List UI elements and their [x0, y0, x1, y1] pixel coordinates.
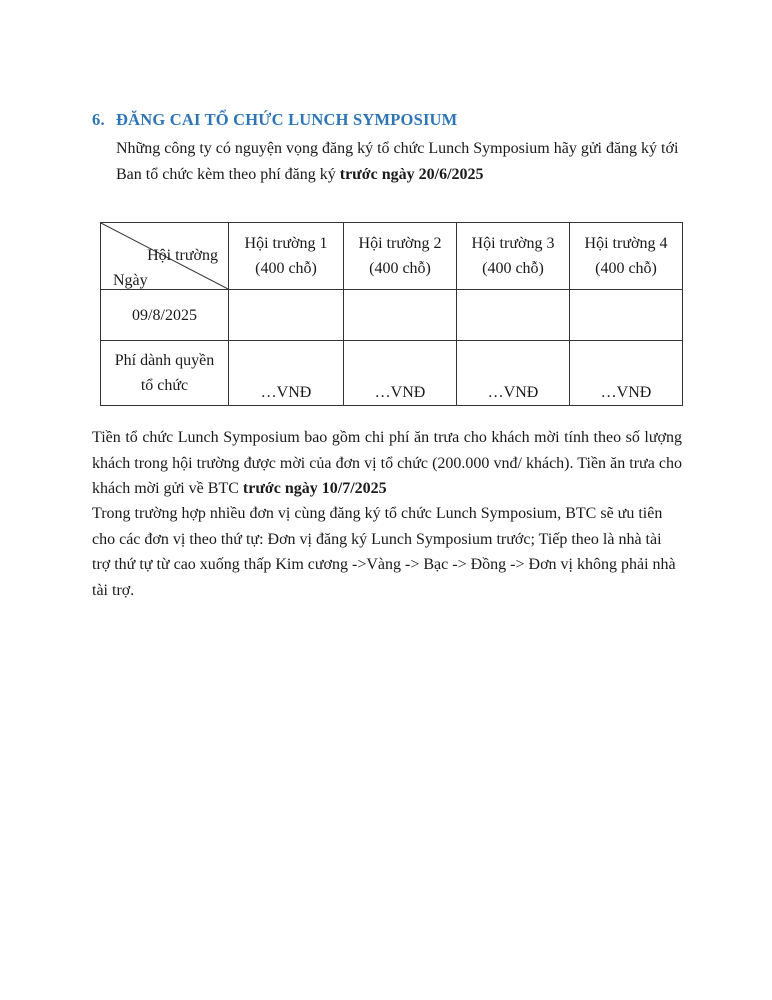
- corner-header-bottom: Ngày: [113, 272, 148, 289]
- hall-header-cell: [457, 223, 570, 290]
- section-title: ĐĂNG CAI TỔ CHỨC LUNCH SYMPOSIUM: [116, 110, 458, 129]
- empty-cell: [344, 290, 457, 341]
- hall-capacity: (400 chỗ): [369, 260, 431, 277]
- intro-text: Những công ty có nguyện vọng đăng ký tổ chức Lunch Symposium hãy gửi đăng ký tới Ban tổ chức kèm theo phí đăng ký: [116, 140, 679, 183]
- section-heading: [92, 110, 457, 130]
- corner-header-top: Hội trường: [147, 247, 218, 264]
- fee-cell: [457, 341, 570, 406]
- fee-value: …VNĐ: [260, 384, 312, 401]
- hall-capacity: (400 chỗ): [255, 260, 317, 277]
- fee-cell: [344, 341, 457, 406]
- fee-value: …VNĐ: [487, 384, 539, 401]
- lunch-cost-text: Tiền tổ chức Lunch Symposium bao gồm chi phí ăn trưa cho khách mời tính theo số lượng khách trong hội trường được mời của đơn vị tổ chức (200.000 vnđ/ khách). Tiền ăn trưa cho khách mời gửi về BTC: [92, 429, 682, 497]
- empty-cell: [457, 290, 570, 341]
- lunch-cost-paragraph: [92, 425, 682, 502]
- fee-value: …VNĐ: [374, 384, 426, 401]
- section-number: 6.: [92, 110, 105, 129]
- table-date-row: [101, 290, 683, 341]
- hall-capacity: (400 chỗ): [595, 260, 657, 277]
- fee-cell: [570, 341, 683, 406]
- fee-cell: [229, 341, 344, 406]
- hall-header-cell: [570, 223, 683, 290]
- fee-label-cell: [101, 341, 229, 406]
- intro-paragraph: [116, 136, 686, 188]
- table-fee-row: [101, 341, 683, 406]
- hall-name: Hội trường 4: [584, 235, 668, 252]
- hall-header-cell: [344, 223, 457, 290]
- hall-name: Hội trường 3: [471, 235, 555, 252]
- intro-deadline: trước ngày 20/6/2025: [339, 166, 484, 183]
- registration-table: [100, 222, 683, 406]
- priority-text: Trong trường hợp nhiều đơn vị cùng đăng ký tổ chức Lunch Symposium, BTC sẽ ưu tiên cho các đơn vị theo thứ tự: Đơn vị đăng ký Lunch Symposium trước; Tiếp theo là nhà tài trợ thứ tự từ cao xuống thấp Kim cương ->Vàng -> Bạc -> Đồng -> Đơn vị không phải nhà tài trợ.: [92, 505, 676, 599]
- table-header-row: [101, 223, 683, 290]
- lunch-cost-deadline: trước ngày 10/7/2025: [242, 480, 387, 497]
- priority-paragraph: [92, 501, 682, 603]
- fee-label-line2: tổ chức: [140, 377, 189, 394]
- fee-label-line1: Phí dành quyền: [114, 352, 215, 369]
- hall-name: Hội trường 2: [358, 235, 442, 252]
- hall-header-cell: [229, 223, 344, 290]
- corner-header-cell: [101, 223, 229, 290]
- hall-capacity: (400 chỗ): [482, 260, 544, 277]
- fee-value: …VNĐ: [600, 384, 652, 401]
- date-cell: 09/8/2025: [101, 290, 229, 341]
- empty-cell: [570, 290, 683, 341]
- empty-cell: [229, 290, 344, 341]
- hall-name: Hội trường 1: [244, 235, 328, 252]
